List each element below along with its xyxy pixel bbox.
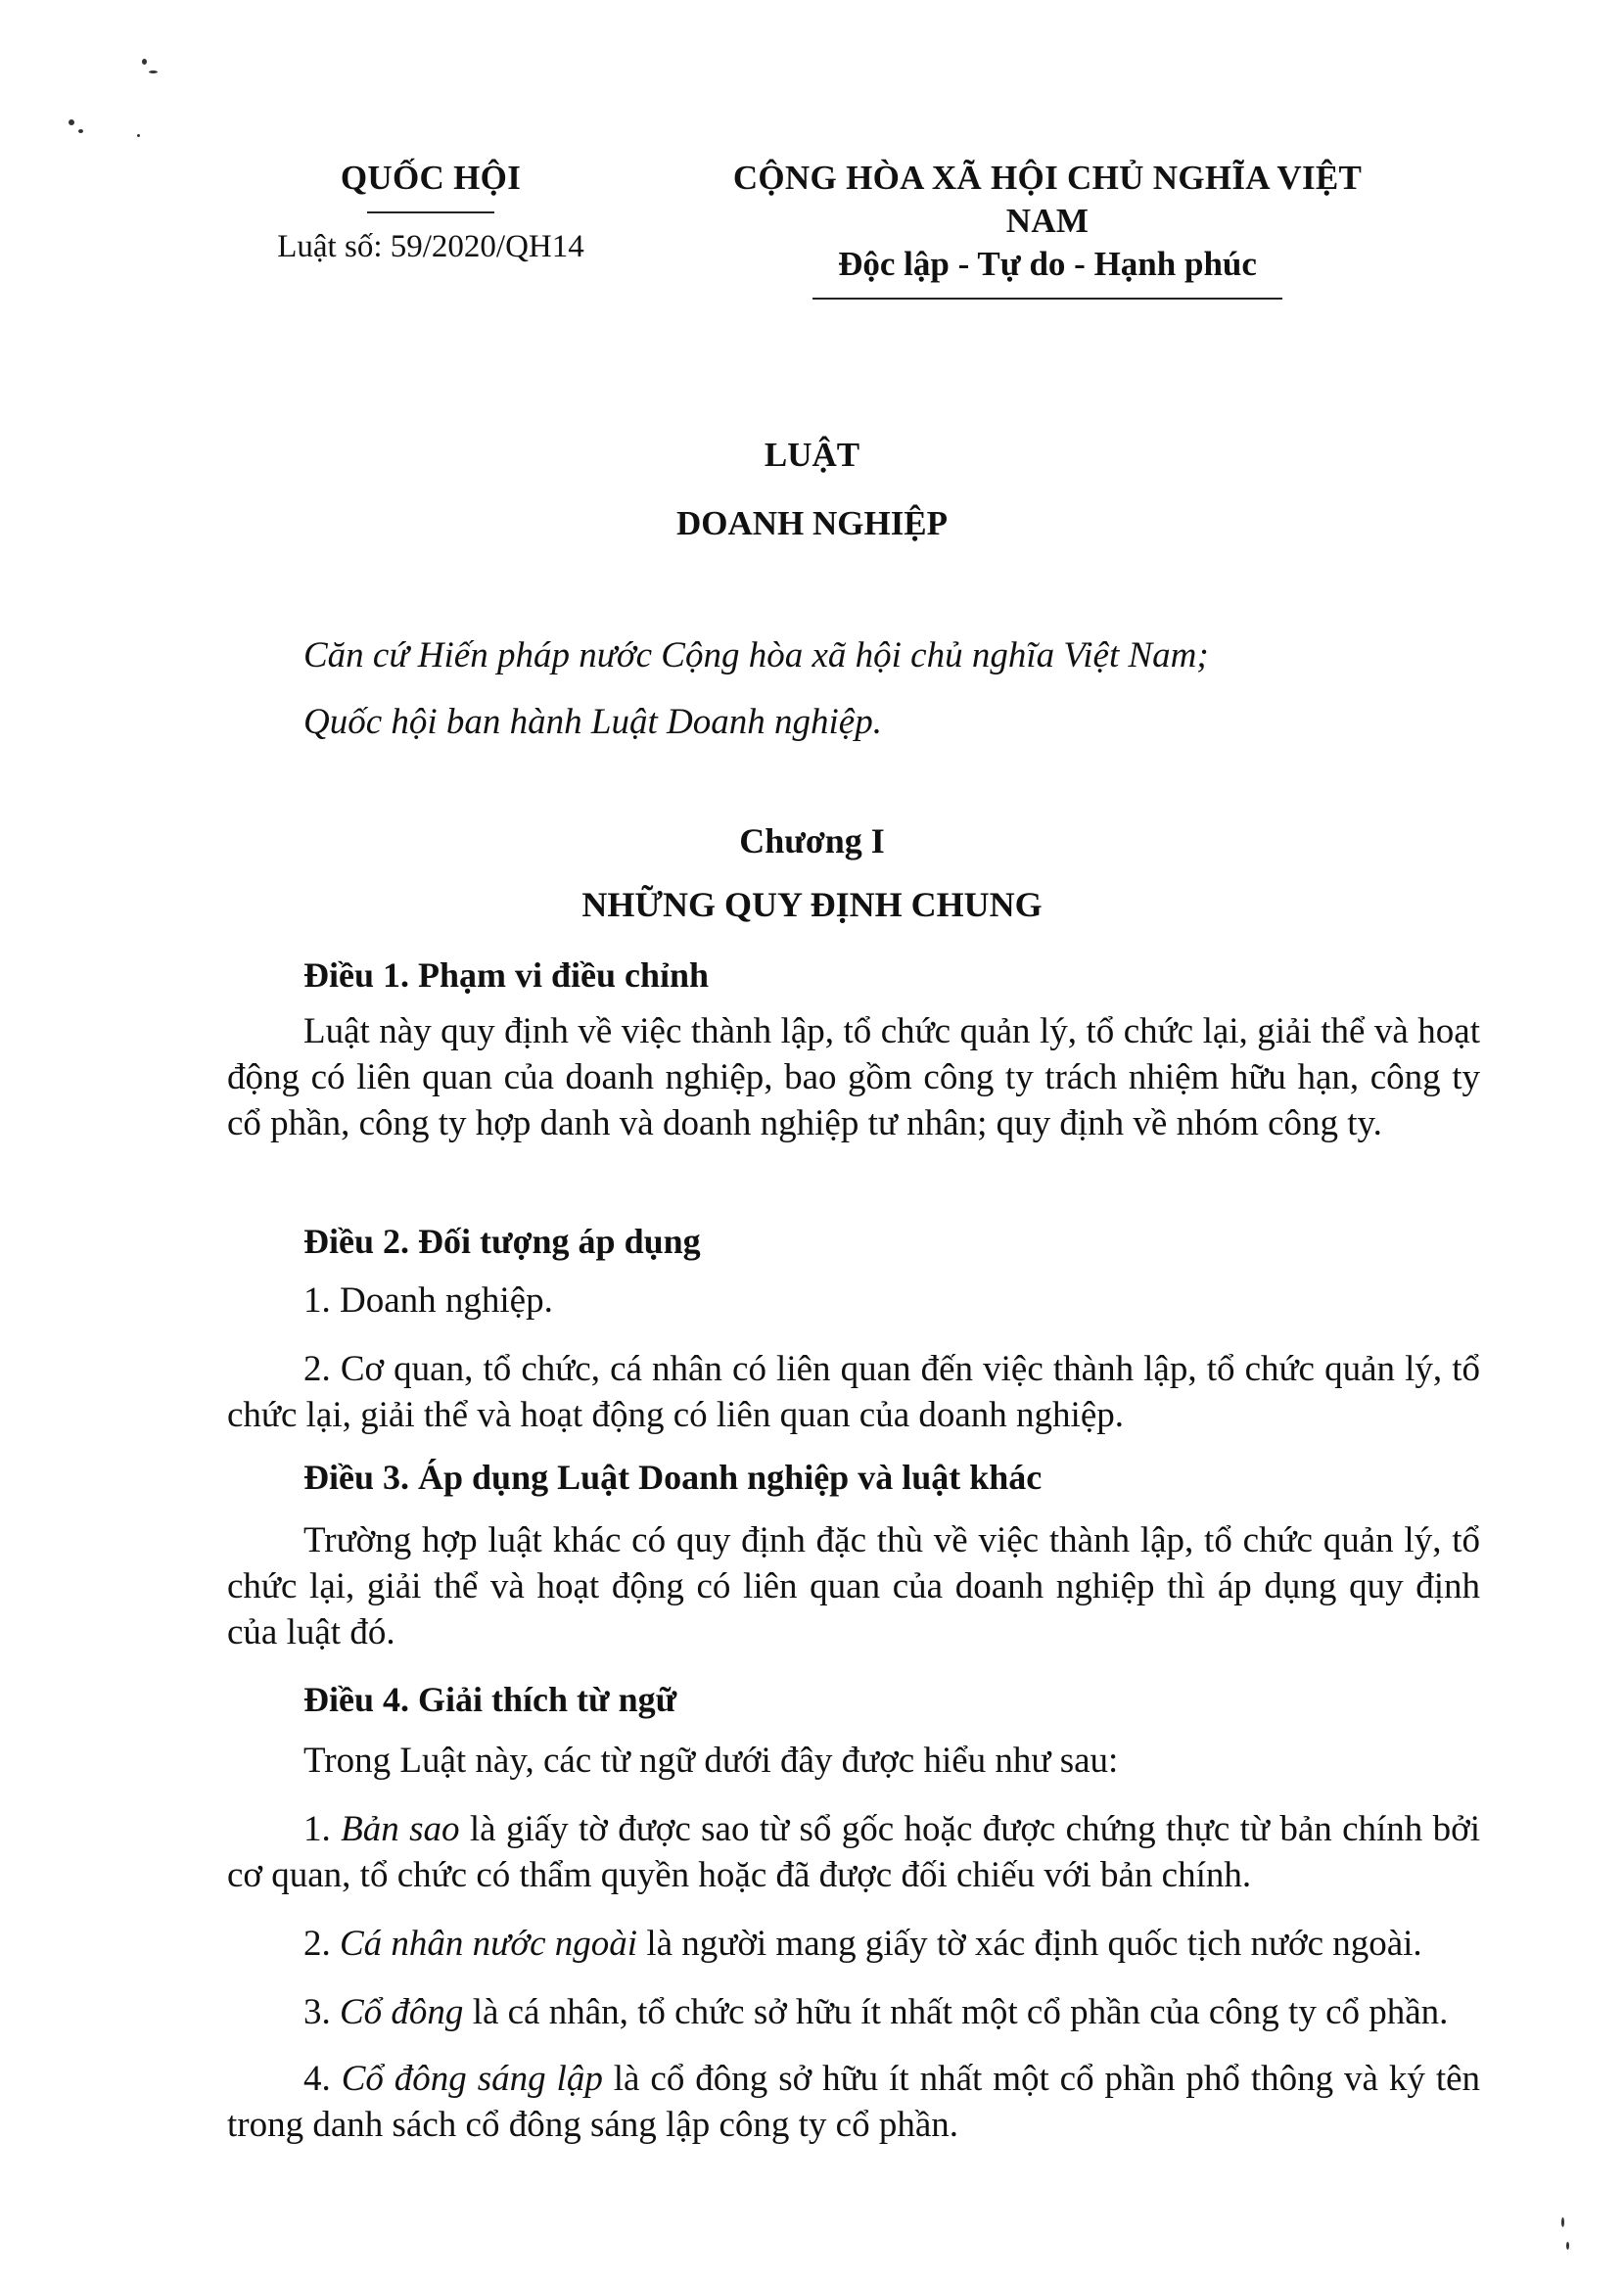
article-1-heading: Điều 1. Phạm vi điều chỉnh — [303, 955, 710, 995]
article-4-intro: Trong Luật này, các từ ngữ dưới đây được hiểu như sau: — [303, 1741, 1119, 1781]
clause-number: 3. — [303, 1992, 331, 2032]
scan-speck — [78, 129, 83, 133]
law-number: Luật số: 59/2020/QH14 — [277, 229, 584, 264]
preamble-line-1: Căn cứ Hiến pháp nước Cộng hòa xã hội chủ nghĩa Việt Nam; — [303, 635, 1209, 675]
header-left-rule — [367, 211, 494, 213]
national-motto: Độc lập - Tự do - Hạnh phúc — [838, 245, 1257, 283]
document-type: LUẬT — [764, 436, 860, 474]
scan-speck — [69, 119, 74, 125]
clause-number: 4. — [303, 2059, 331, 2099]
preamble-line-2: Quốc hội ban hành Luật Doanh nghiệp. — [303, 702, 882, 742]
scan-speck — [1561, 2217, 1564, 2227]
article-4-clause-2 — [227, 1921, 1480, 1967]
clause-number: 2. — [303, 1924, 331, 1964]
article-2-heading: Điều 2. Đối tượng áp dụng — [303, 1222, 701, 1261]
clause-term: Cổ đông — [340, 1992, 464, 2032]
article-2-item-2: 2. Cơ quan, tổ chức, cá nhân có liên quan đến việc thành lập, tổ chức quản lý, tổ chức lại, giải thể và hoạt động có liên quan của doanh nghiệp. — [227, 1349, 1480, 1435]
article-4-clause-3 — [227, 1989, 1480, 2035]
clause-term: Cá nhân nước ngoài — [340, 1924, 638, 1964]
issuing-body: QUỐC HỘI — [340, 159, 522, 197]
article-4-clause-4 — [227, 2056, 1480, 2148]
header-left — [225, 157, 636, 266]
article-4-heading: Điều 4. Giải thích từ ngữ — [303, 1680, 677, 1719]
article-2-item-1: 1. Doanh nghiệp. — [303, 1280, 553, 1321]
article-4-clause-1 — [227, 1806, 1480, 1898]
chapter-number: Chương I — [739, 821, 885, 860]
scan-speck — [149, 70, 158, 73]
scan-speck — [137, 134, 140, 137]
document-title: DOANH NGHIỆP — [675, 504, 949, 542]
clause-term: Cổ đông sáng lập — [341, 2059, 603, 2099]
article-3-heading: Điều 3. Áp dụng Luật Doanh nghiệp và luật khác — [303, 1458, 1043, 1497]
header-right — [705, 157, 1390, 300]
country-name: CỘNG HÒA XÃ HỘI CHỦ NGHĨA VIỆT NAM — [732, 159, 1363, 240]
clause-definition: là người mang giấy tờ xác định quốc tịch nước ngoài. — [646, 1924, 1422, 1964]
clause-definition: là cá nhân, tổ chức sở hữu ít nhất một cổ phần của công ty cổ phần. — [472, 1992, 1449, 2032]
scan-speck — [1566, 2242, 1569, 2250]
scan-speck — [142, 59, 147, 65]
article-3-text: Trường hợp luật khác có quy định đặc thù về việc thành lập, tổ chức quản lý, tổ chức lại, giải thể và hoạt động có liên quan của doanh nghiệp thì áp dụng quy định của luật đó. — [227, 1520, 1480, 1652]
clause-term: Bản sao — [341, 1809, 460, 1849]
header-right-rule — [812, 298, 1282, 300]
chapter-name: NHỮNG QUY ĐỊNH CHUNG — [581, 885, 1043, 924]
clause-number: 1. — [303, 1809, 331, 1849]
clause-definition: là giấy tờ được sao từ sổ gốc hoặc được chứng thực từ bản chính bởi cơ quan, tổ chức có thẩm quyền hoặc đã được đối chiếu với bản chính. — [227, 1809, 1481, 1895]
clause-definition: là cổ đông sở hữu ít nhất một cổ phần phổ thông và ký tên trong danh sách cổ đông sáng lập công ty cổ phần. — [227, 2059, 1481, 2145]
article-1-text: Luật này quy định về việc thành lập, tổ chức quản lý, tổ chức lại, giải thể và hoạt động có liên quan của doanh nghiệp, bao gồm công ty trách nhiệm hữu hạn, công ty cổ phần, công ty hợp danh và doanh nghiệp tư nhân; quy định về nhóm công ty. — [227, 1011, 1480, 1143]
